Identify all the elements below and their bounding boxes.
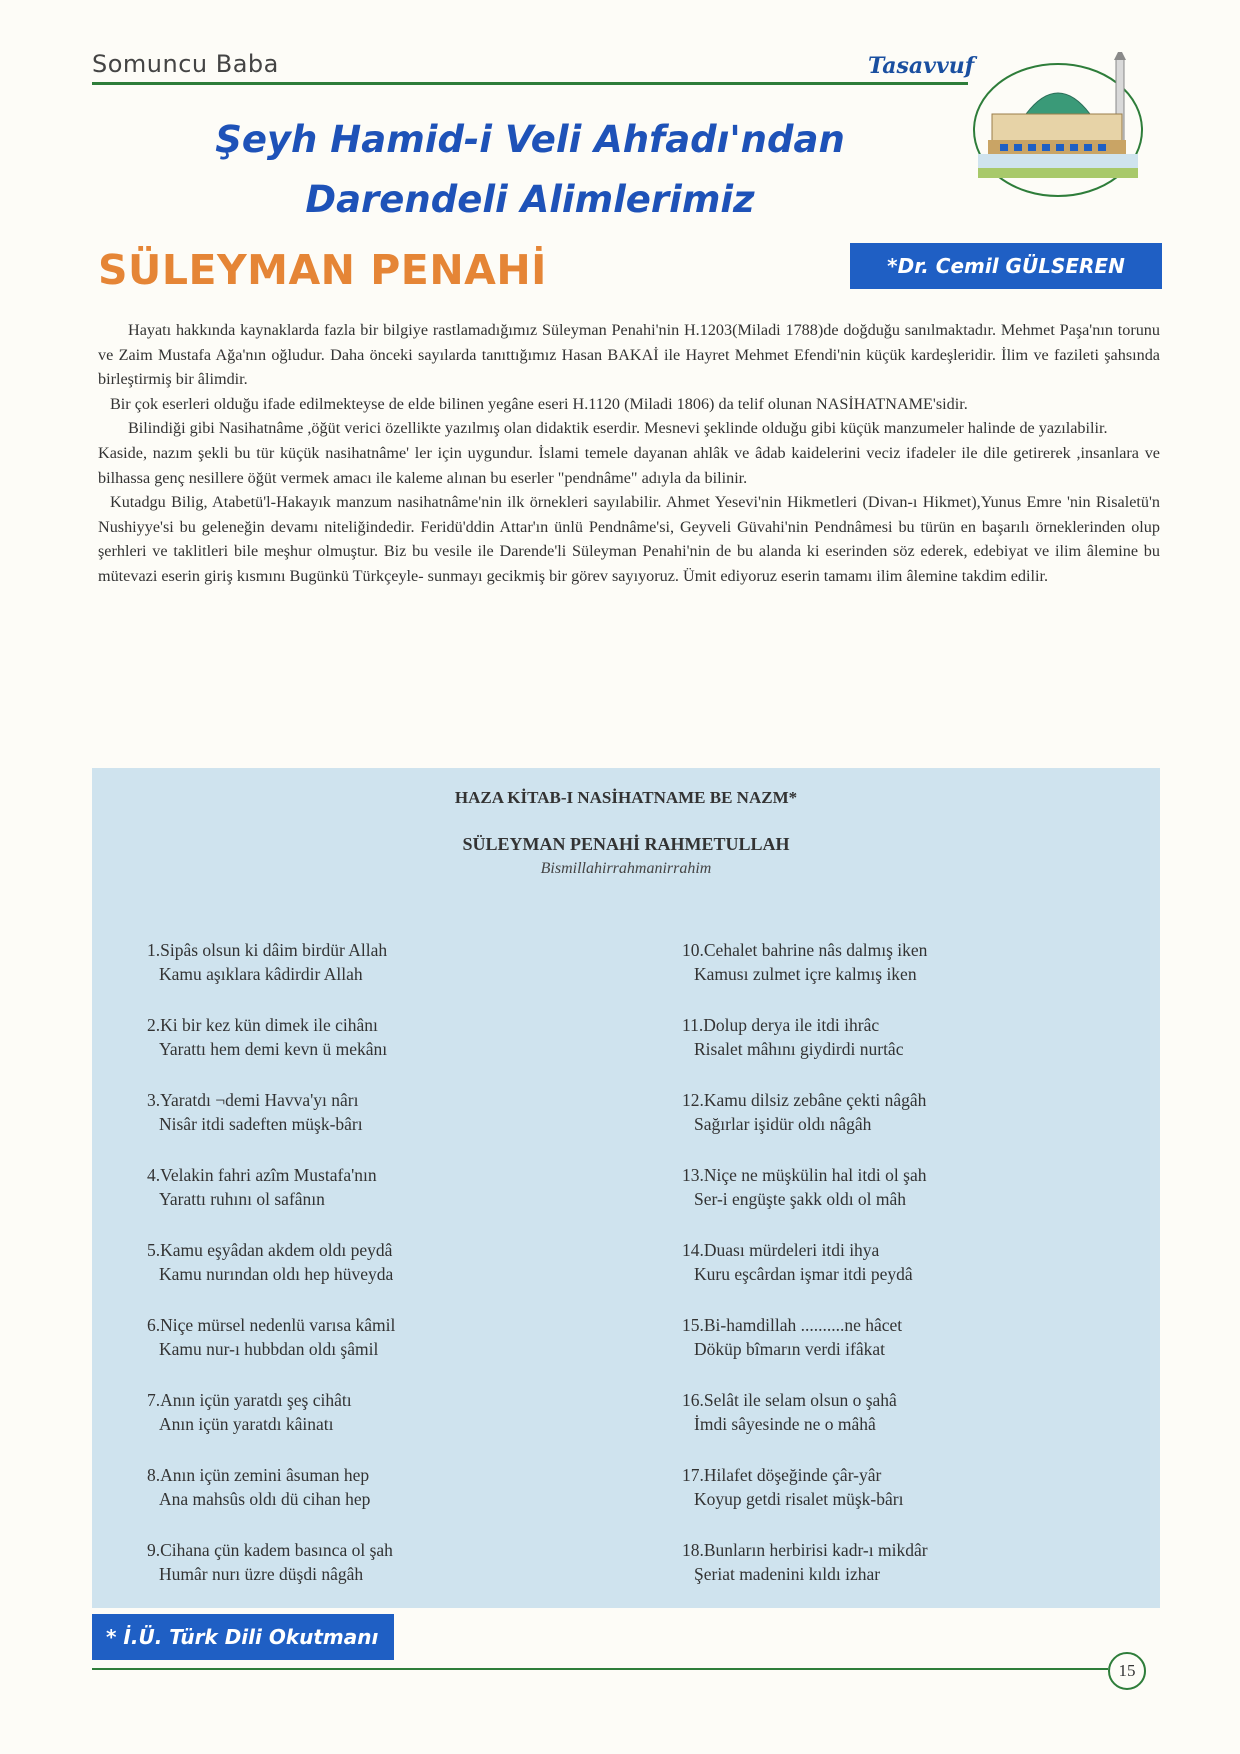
poem-basmala: Bismillahirrahmanirrahim — [540, 860, 712, 877]
couplet: 15.Bi-hamdillah ..........ne hâcet Döküp bîmarın verdi ifâkat — [682, 1315, 903, 1359]
paragraph-3: Bilindiği gibi Nasihatnâme ,öğüt verici özellikte yazılmış olan didaktik eserdir. Mesnevi şeklinde olduğu gibi küçük manzumeler halinde de yazılabilir. — [128, 419, 1108, 438]
header-rule — [92, 82, 968, 85]
couplet: 8.Anın içün zemini âsuman hep Ana mahsûs oldı dü cihan hep — [147, 1465, 371, 1509]
paragraph-2: Bir çok eserleri olduğu ifade edilmekteyse de elde bilinen yegâne eseri H.1120 (Miladi 1806) da telif olunan NASİHATNAME'sidir. — [110, 394, 968, 413]
couplet: 9.Cihana çün kadem basınca ol şah Humâr nurı üzre düşdi nâgâh — [147, 1540, 393, 1584]
couplet: 4.Velakin fahri azîm Mustafa'nın Yarattı ruhını ol safânın — [147, 1165, 377, 1209]
article-subject-name: SÜLEYMAN PENAHİ — [98, 246, 547, 294]
article-title-line-2: Darendeli Alimlerimiz — [305, 178, 755, 221]
couplet: 6.Niçe mürsel nedenlü varısa kâmil Kamu nur-ı hubbdan oldı şâmil — [147, 1315, 396, 1359]
paragraph-5: Kutadgu Bilig, Atabetü'l-Hakayık manzum nasihatnâme'nin ilk örnekleri sayılabilir. Ahmet Yesevi'nin Hikmetleri (Divan-ı Hikmet),Yunus Emre 'nin Risaletü'n Nushiyye'si bu geleneğin devamı niteliğindedir. Feridü'ddin Attar'ın ünlü Pendnâme'si, Geyveli Güvahi'nin Pendnâmesi bu türün en başarılı örneklerinden olup şerhleri ve taklitleri bile meşhur olmuştur. Biz bu vesile ile Darende'li Süleyman Penahi'nin de bu alanda ki eserinden söz ederek, edebiyat ve ilim âlemine bu mütevazi eserin giriş kısmını Bugünkü Türkçeyle- sunmayı gecikmiş bir görev sayıyoruz. Ümit ediyoruz eserin tamamı ilim âlemine takdim edilir. — [98, 493, 1160, 585]
couplet: 16.Selât ile selam olsun o şahâ İmdi sâyesinde ne o mâhâ — [682, 1390, 897, 1434]
poem-author: SÜLEYMAN PENAHİ RAHMETULLAH — [462, 834, 790, 854]
couplet: 14.Duası mürdeleri itdi ihya Kuru eşcârdan işmar itdi peydâ — [682, 1240, 913, 1284]
article-body — [98, 318, 1160, 589]
paragraph-4: Kaside, nazım şekli bu tür küçük nasihatnâme' ler için uygundur. İslami temele dayanan ahlâk ve âdab kaidelerini veciz ifadeler ile dile getirerek ,insanlara ve bilhassa genç nesillere öğüt vermek amacı ile kaleme alınan bu eserler "pendnâme" adıyla da bilinir. — [98, 443, 1160, 487]
poem-heading: HAZA KİTAB-I NASİHATNAME BE NAZM* — [454, 788, 798, 807]
article-title-line-1: Şeyh Hamid-i Veli Ahfadı'ndan — [215, 118, 845, 161]
poem-column-left — [147, 938, 547, 1613]
mosque-emblem-icon — [966, 52, 1156, 200]
footer-rule — [92, 1668, 1108, 1670]
magazine-name: Somuncu Baba — [92, 50, 279, 78]
couplet: 10.Cehalet bahrine nâs dalmış iken Kamusı zulmet içre kalmış iken — [682, 940, 928, 984]
couplet: 13.Niçe ne müşkülin hal itdi ol şah Ser-i engüşte şakk oldı ol mâh — [682, 1165, 927, 1209]
author-badge: *Dr. Cemil GÜLSEREN — [850, 243, 1162, 289]
couplet: 1.Sipâs olsun ki dâim birdür Allah Kamu aşıklara kâdirdir Allah — [147, 940, 388, 984]
couplet: 11.Dolup derya ile itdi ihrâc Risalet mâhını giydirdi nurtâc — [682, 1015, 904, 1059]
couplet: 7.Anın içün yaratdı şeş cihâtı Anın içün yaratdı kâinatı — [147, 1390, 352, 1434]
couplet: 5.Kamu eşyâdan akdem oldı peydâ Kamu nurından oldı hep hüveyda — [147, 1240, 394, 1284]
couplet: 17.Hilafet döşeğinde çâr-yâr Koyup getdi risalet müşk-bârı — [682, 1465, 904, 1509]
page-number: 15 — [1108, 1652, 1146, 1690]
poem-column-right — [682, 938, 1082, 1613]
section-tag: Tasavvuf — [868, 53, 975, 79]
couplet: 12.Kamu dilsiz zebâne çekti nâgâh Sağırlar işidür oldı nâgâh — [682, 1090, 927, 1134]
couplet: 2.Ki bir kez kün dimek ile cihânı Yarattı hem demi kevn ü mekânı — [147, 1015, 388, 1059]
poem-panel — [92, 768, 1160, 1608]
couplet: 18.Bunların herbirisi kadr-ı mikdâr Şeriat madenini kıldı izhar — [682, 1540, 928, 1584]
author-footnote: * İ.Ü. Türk Dili Okutmanı — [92, 1614, 394, 1660]
paragraph-1: Hayatı hakkında kaynaklarda fazla bir bilgiye rastlamadığımız Süleyman Penahi'nin H.1203(Miladi 1788)de doğduğu sanılmaktadır. Mehmet Paşa'nın torunu ve Zaim Mustafa Ağa'nın oğludur. Daha önceki sayılarda tanıttığımız Hasan BAKAİ ile Hayret Mehmet Efendi'nin küçük kardeşleridir. İlim ve fazileti şahsında birleştirmiş bir âlimdir. — [98, 321, 1160, 389]
couplet: 3.Yaratdı ¬demi Havva'yı nârı Nisâr itdi sadeften müşk-bârı — [147, 1090, 363, 1134]
